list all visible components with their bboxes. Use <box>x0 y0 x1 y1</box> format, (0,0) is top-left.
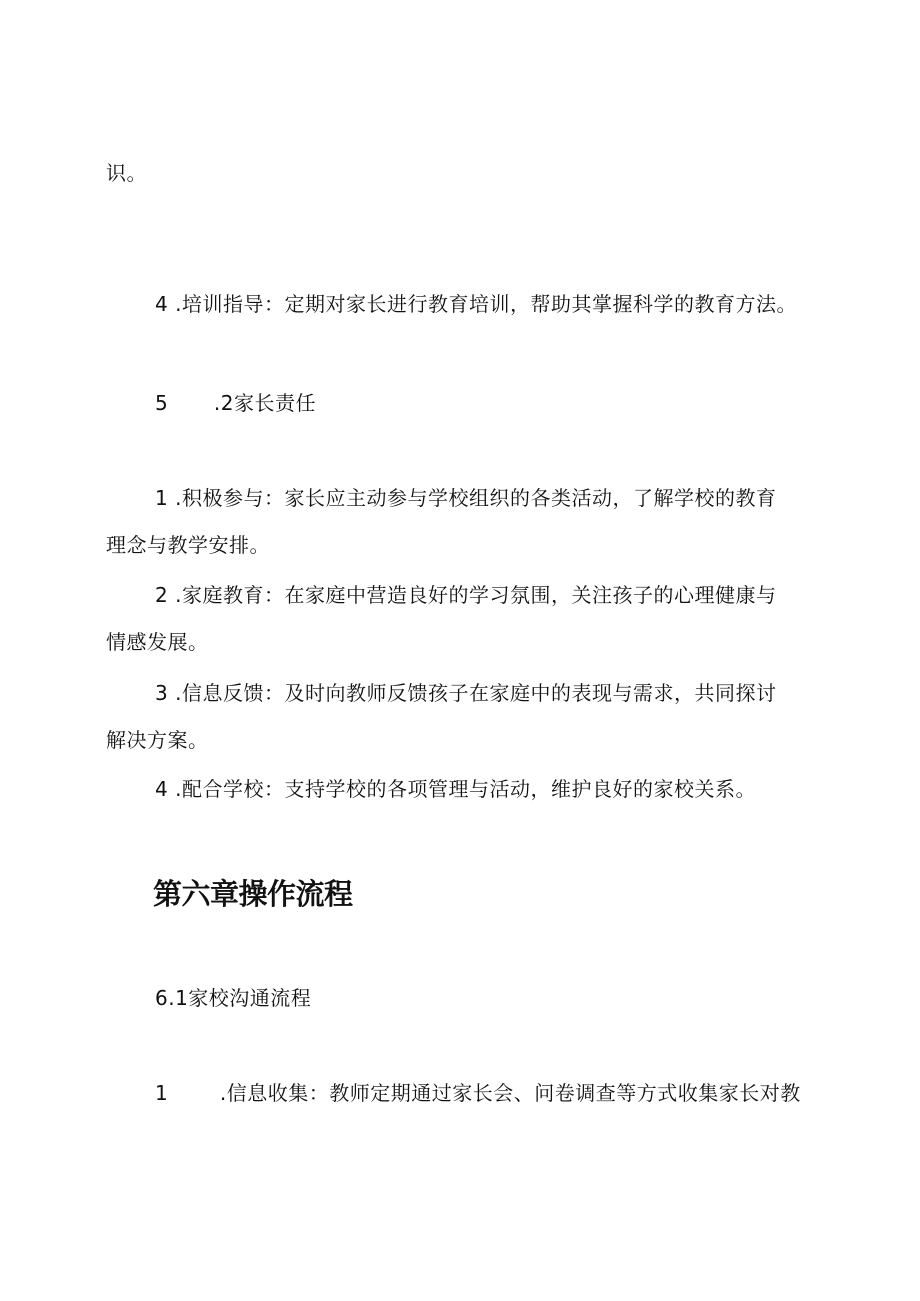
item-number: 2 <box>155 583 169 607</box>
parent-item-1-line-1 <box>155 485 776 511</box>
item-text: .信息收集：教师定期通过家长会、问卷调查等方式收集家长对教 <box>219 1081 801 1105</box>
item-text: .培训指导：定期对家长进行教育培训，帮助其掌握科学的教育方法。 <box>175 292 797 316</box>
section-5-2-heading <box>155 390 316 416</box>
parent-item-2-line-2: 情感发展。 <box>106 630 209 654</box>
item-text: .信息反馈：及时向教师反馈孩子在家庭中的表现与需求，共同探讨 <box>175 681 777 705</box>
item-number: 3 <box>155 681 169 705</box>
section-number: 5 <box>155 391 169 415</box>
item-text: .积极参与：家长应主动参与学校组织的各类活动，了解学校的教育 <box>175 486 777 510</box>
item-number: 4 <box>155 777 169 801</box>
continuation-line: 识。 <box>106 161 147 185</box>
item-number: 4 <box>155 292 169 316</box>
item-number: 1 <box>155 1081 169 1105</box>
parent-item-4 <box>155 776 756 802</box>
flow-item-1 <box>155 1080 801 1106</box>
parent-item-2-line-1 <box>155 582 776 608</box>
item-text: .家庭教育：在家庭中营造良好的学习氛围，关注孩子的心理健康与 <box>175 583 777 607</box>
chapter-6-heading: 第六章操作流程 <box>153 877 353 911</box>
item-number: 1 <box>155 486 169 510</box>
section-6-1-heading: 6.1家校沟通流程 <box>155 986 312 1010</box>
item-text: .配合学校：支持学校的各项管理与活动，维护良好的家校关系。 <box>175 777 756 801</box>
parent-item-1-line-2: 理念与教学安排。 <box>106 533 270 557</box>
section-title: .2家长责任 <box>213 391 316 415</box>
parent-item-3-line-1 <box>155 680 776 706</box>
teacher-item-4 <box>155 291 797 317</box>
parent-item-3-line-2: 解决方案。 <box>106 728 209 752</box>
